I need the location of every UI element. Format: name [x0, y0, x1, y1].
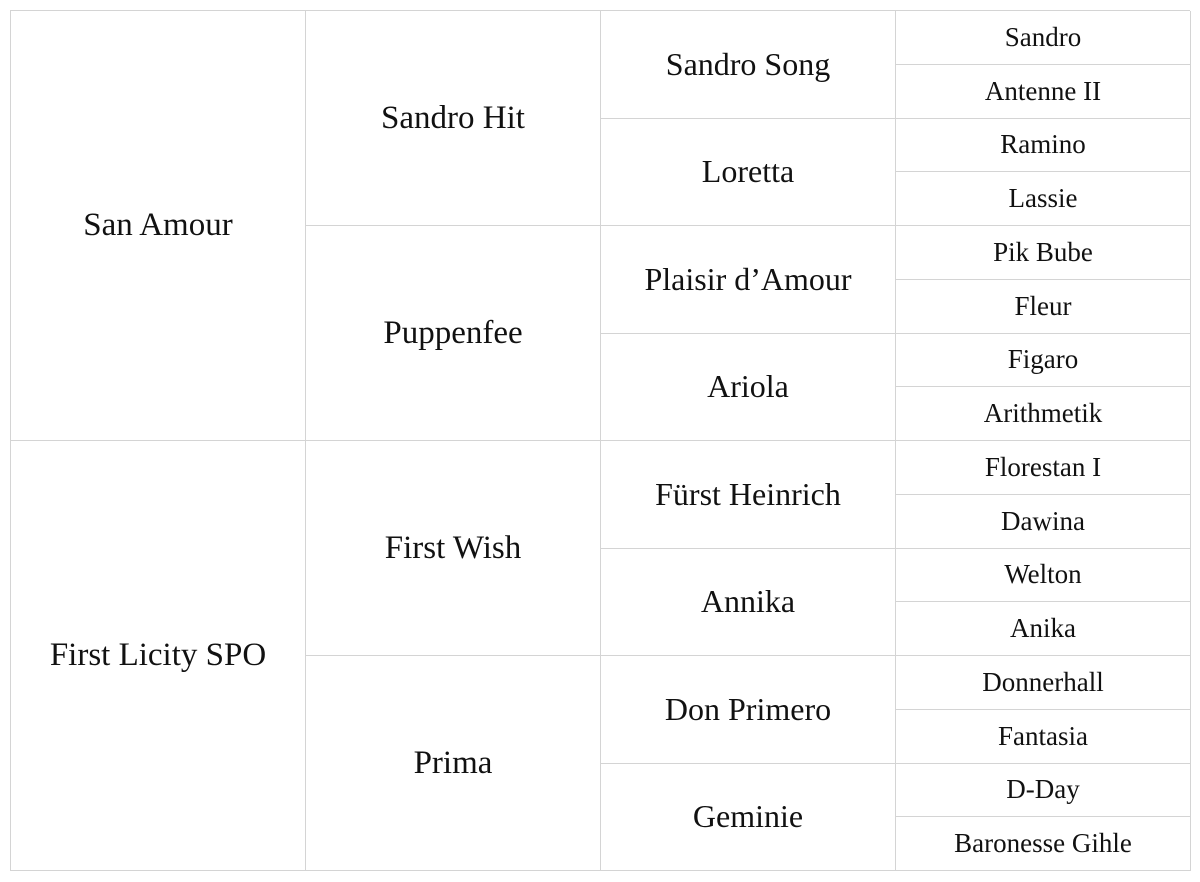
great-grandparent-name: Sandro Song — [665, 45, 831, 82]
ancestor-name: Ramino — [1000, 129, 1086, 160]
great-grandparent-cell — [601, 764, 896, 872]
grandparent-cell — [306, 441, 601, 656]
great-grandparent-cell — [601, 441, 896, 549]
grandparent-name: Sandro Hit — [381, 99, 525, 136]
ancestor-name: Figaro — [1007, 344, 1079, 375]
ancestor-cell — [896, 387, 1191, 441]
ancestor-name: Pik Bube — [993, 236, 1093, 267]
ancestor-cell — [896, 172, 1191, 226]
ancestor-name: Dawina — [1001, 505, 1085, 536]
great-grandparent-cell — [601, 226, 896, 334]
sire-name: San Amour — [83, 207, 233, 243]
ancestor-name: Lassie — [1008, 183, 1078, 214]
ancestor-name: Anika — [1010, 613, 1076, 644]
great-grandparent-name: Geminie — [692, 798, 804, 835]
ancestor-name: Florestan I — [984, 451, 1102, 482]
ancestor-name: Donnerhall — [982, 666, 1104, 697]
ancestor-cell — [896, 65, 1191, 119]
ancestor-cell — [896, 334, 1191, 388]
ancestor-cell — [896, 226, 1191, 280]
ancestor-name: D-Day — [1006, 774, 1080, 805]
grandparent-name: Prima — [413, 744, 493, 781]
ancestor-name: Antenne II — [984, 75, 1102, 106]
great-grandparent-name: Annika — [700, 583, 796, 620]
pedigree-table — [10, 10, 1190, 871]
grandparent-cell — [306, 11, 601, 226]
ancestor-name: Sandro — [1004, 21, 1082, 52]
ancestor-name: Fantasia — [998, 720, 1088, 751]
great-grandparent-cell — [601, 11, 896, 119]
grandparent-name: Puppenfee — [383, 314, 523, 351]
ancestor-cell — [896, 280, 1191, 334]
ancestor-name: Fleur — [1014, 290, 1072, 321]
ancestor-cell — [896, 764, 1191, 818]
great-grandparent-cell — [601, 119, 896, 227]
great-grandparent-cell — [601, 334, 896, 442]
ancestor-name: Arithmetik — [983, 398, 1103, 429]
ancestor-cell — [896, 656, 1191, 710]
ancestor-cell — [896, 817, 1191, 871]
great-grandparent-name: Ariola — [707, 368, 789, 405]
great-grandparent-name: Plaisir d’Amour — [644, 260, 852, 297]
dam-cell — [11, 441, 306, 871]
ancestor-cell — [896, 549, 1191, 603]
great-grandparent-name: Fürst Heinrich — [655, 475, 841, 512]
dam-name: First Licity SPO — [49, 637, 267, 673]
ancestor-cell — [896, 602, 1191, 656]
sire-cell — [11, 11, 306, 441]
great-grandparent-name: Loretta — [701, 153, 795, 190]
ancestor-name: Welton — [1004, 559, 1082, 590]
great-grandparent-cell — [601, 656, 896, 764]
grandparent-name: First Wish — [384, 529, 522, 566]
ancestor-cell — [896, 119, 1191, 173]
grandparent-cell — [306, 226, 601, 441]
ancestor-cell — [896, 11, 1191, 65]
ancestor-cell — [896, 441, 1191, 495]
ancestor-cell — [896, 710, 1191, 764]
great-grandparent-cell — [601, 549, 896, 657]
grandparent-cell — [306, 656, 601, 871]
great-grandparent-name: Don Primero — [664, 690, 832, 727]
ancestor-name: Baronesse Gihle — [954, 828, 1132, 859]
ancestor-cell — [896, 495, 1191, 549]
